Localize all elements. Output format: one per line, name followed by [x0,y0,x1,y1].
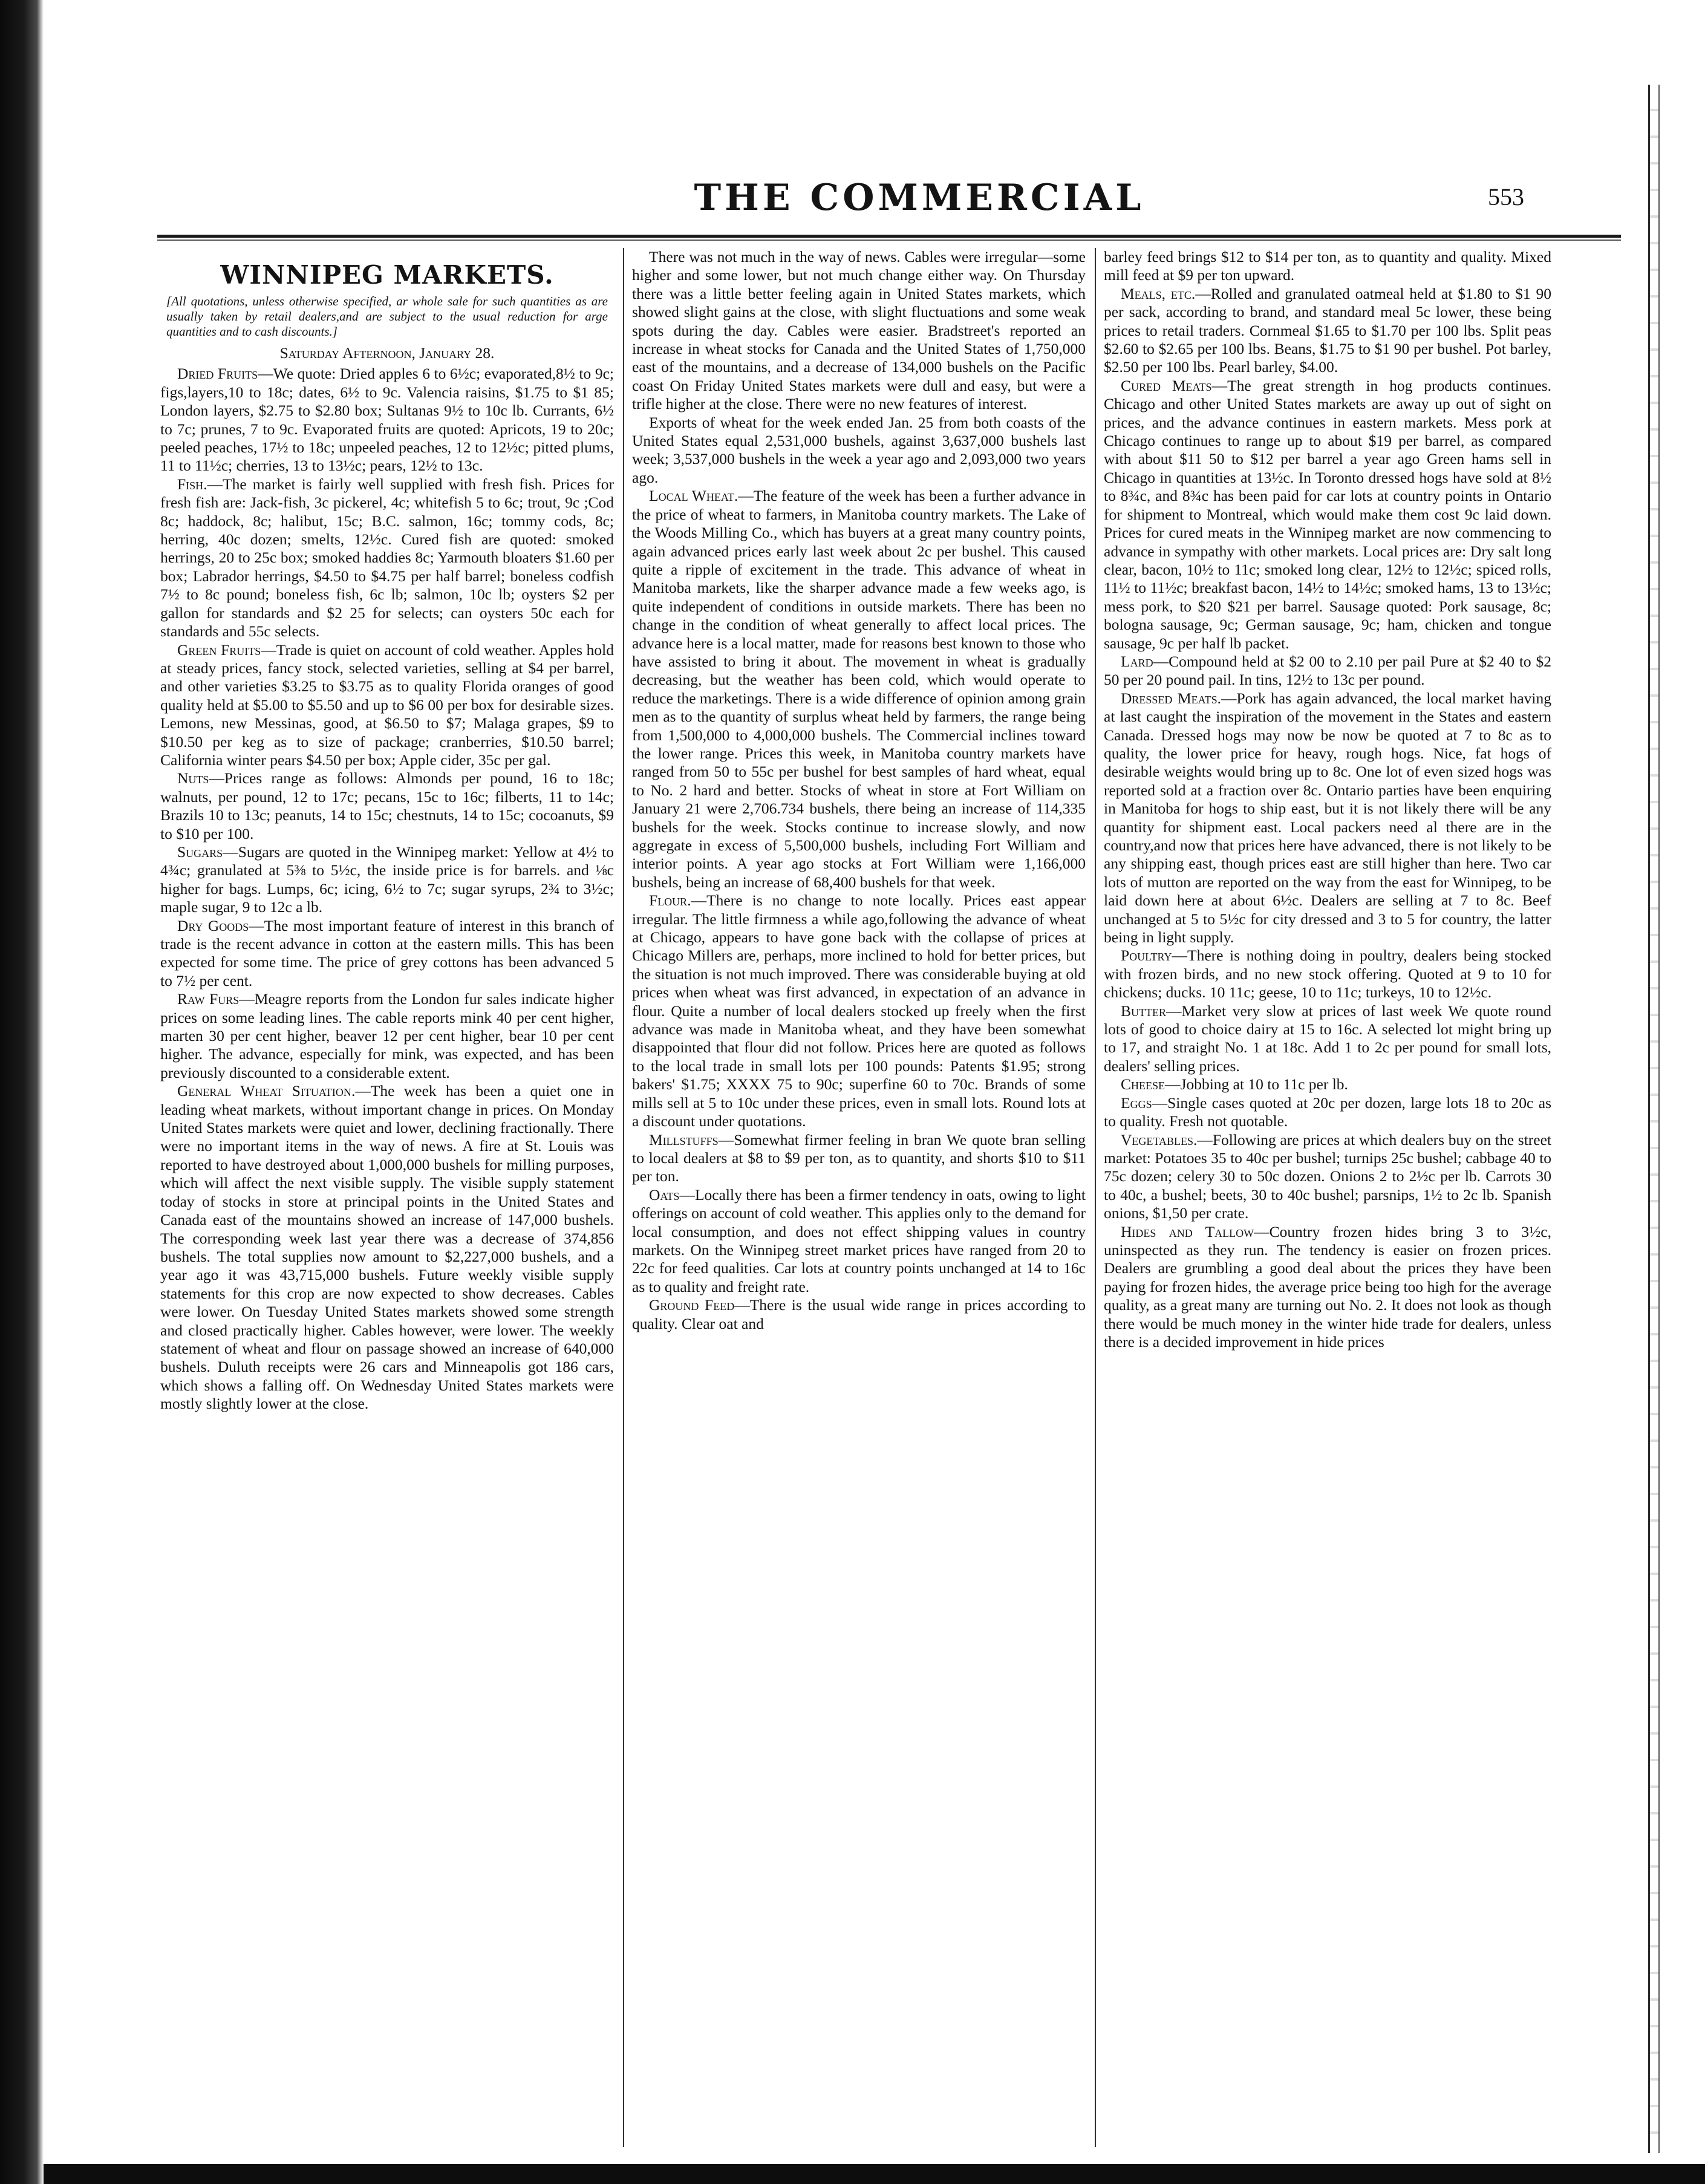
paragraph-text: —Rolled and granulated oatmeal held at $1.80 to $1 90 per sack, according to brand, and standard meal 5c lower, these being prices to retail traders. Cornmeal $1.65 to $1.70 per 100 lbs. Split peas $2.60 to $2.65 per 100 lbs. Beans, $1.75 to $1 90 per bushel. Pot barley, $2.50 per 100 lbs. Pearl barley, $4.00. [1104,284,1551,376]
section-heading: Dressed Meats [1121,689,1218,707]
paragraph-butter [1104,1002,1551,1076]
paragraph-text: .—The market is fairly well supplied with fresh fish. Prices for fresh fish are: Jack-fish, 3c pickerel, 4c; whitefish 5 to 6c; trout, 9c ;Cod 8c; haddock, 8c; halibut, 15c; B.C. salmon, 16c; tommy cods, 8c; herring, 40c dozen; smelts, 12½c. Cured fish are quoted: smoked herrings, 20 to 25c box; smoked haddies 8c; Yarmouth bloaters $1.60 per box; Labrador herrings, $4.50 to $4.75 per half barrel; boneless codfish 7½ to 8c pound; boneless fish, 6c lb; salmon, 10c lb; oysters $2 per gallon for standards and $2 25 for selects; can oysters 50c each for standards and 55c selects. [160,475,614,641]
section-heading: General Wheat Situation [177,1082,351,1100]
paragraph-text: —Jobbing at 10 to 11c per lb. [1165,1075,1348,1094]
paragraph-dressed-meats [1104,689,1551,947]
paragraph-text: There was not much in the way of news. Cables were irregular—some higher and some lower, but not much change either way. On Thursday there was a little better feeling again in United States markets, which showed slight gains at the close, with slight fluctuations and some weak spots during the day. Cables were easier. Bradstreet's reported an increase in wheat stocks for Canada and the United States of 1,750,000 east of the mountains, and a decrease of 134,000 bushels on the Pacific coast On Friday United States markets were dull and easy, but were a trifle higher at the close. There were no new features of interest. [632,248,1086,413]
paragraph-text: .—The week has been a quiet one in leading wheat markets, without important change in prices. On Monday United States markets were quiet and lower, declining fractionally. There were no important items in the way of news. A fire at St. Louis was reported to have destroyed about 1,000,000 bushels for milling purposes, which will affect the next visible supply. The visible supply statement today of stocks in store at principal points in the United States and Canada east of the mountains showed an increase of 147,000 bushels. The corresponding week last year there was a decrease of 374,856 bushels. The total supplies now amount to $2,227,000 bushels, and a year ago it was 43,715,000 bushels. Future weekly visible supply statements for this crop are now expected to show decreases. Cables were lower. On Tuesday United States markets showed some strength and closed practically higher. Cables however, were lower. The weekly statement of wheat and flour on passage showed an increase of 640,000 bushels. Duluth receipts were 26 cars and Minneapolis got 186 cars, which shows a falling off. On Wednesday United States markets were mostly slightly lower at the close. [160,1082,614,1413]
paragraph-text: —There is the usual wide range in prices according to quality. Clear oat and [632,1296,1086,1332]
section-heading: Dried Fruits [177,365,258,383]
paragraph-flour [632,892,1086,1130]
column-3 [1104,248,1551,2153]
paragraph-text: .—There is no change to note locally. Prices east appear irregular. The little firmness a while ago,following the advance of wheat at Chicago, appears to have gone back with the collapse of prices at Chicago Millers are, perhaps, more inclined to hold for better prices, but the situation is not much improved. There was considerable buying at old prices when wheat was first advanced, in expectation of an advance in flour. Quite a number of local dealers stocked up freely when the first advance was made in Manitoba wheat, and they have been somewhat disappointed that flour did not follow. Prices here are quoted as follows to the local trade in small lots per 100 pounds: Patents $1.95; strong bakers' $1.75; XXXX 75 to 90c; superfine 60 to 70c. Brands of some mills sell at 5 to 10c under these prices, even in small lots. Round lots at a discount under quotations. [632,892,1086,1130]
section-heading: Fish [177,475,204,493]
section-heading: Poultry [1121,947,1172,965]
paragraph-text: —The great strength in hog products continues. Chicago and other United States markets are away up out of sight on prices, and the advance continues in eastern markets. Mess pork at Chicago continues to range up to about $19 per barrel, as compared with about $11 50 to $12 per barrel a year ago Green hams sell in Chicago in quantities at 13½c. In Toronto dressed hogs have sold at 8½ to 8¾c, and 8¾c has been paid for car lots at country points in Ontario for shipment to Montreal, which would make them cost 9c laid down. Prices for cured meats in the Winnipeg market are now commencing to advance in sympathy with other markets. Local prices are: Dry salt long clear, bacon, 10½ to 11c; smoked long clear, 12½ to 12½c; spiced rolls, 11½ to 11½c; breakfast bacon, 14½ to 14½c; smoked hams, 13 to 13½c; mess pork, to $20 $21 per barrel. Sausage quoted: Pork sausage, 8c; bologna sausage, 9c; German sausage, 9c; ham, chicken and tongue sausage, 9c per half lb packet. [1104,376,1551,652]
paragraph-sugars [160,843,614,917]
paragraph-local-wheat [632,487,1086,892]
section-heading: Eggs [1121,1094,1152,1112]
header-rule [157,235,1621,238]
paragraph-text: —Locally there has been a firmer tendency in oats, owing to light offerings on account of cold weather. This applies only to the demand for local consumption, and does not effect shipping values in country markets. On the Winnipeg street market prices have ranged from 20 to 22c for feed qualities. Car lots at country points unchanged at 14 to 16c as to quality and freight rate. [632,1185,1086,1296]
paragraph-oats [632,1186,1086,1296]
paragraph-hides-tallow [1104,1223,1551,1352]
scan-binding-edge [0,0,44,2184]
paragraph-text: —Trade is quiet on account of cold weather. Apples hold at steady prices, fancy stock, selected varieties, selling at $4 per barrel, and other varieties $3.25 to $3.75 as to quality Florida oranges of good quality held at $5.00 to $5.50 and up to $6 00 per box for desirable sizes. Lemons, new Messinas, good, at $6.50 to $7; Malaga grapes, $9 to $10.50 per keg as to size of package; cranberries, $10.50 barrel; California winter pears $4.50 per box; Apple cider, 35c per gal. [160,641,614,769]
section-heading: Cheese [1121,1075,1165,1094]
scan-right-edge [1648,85,1660,2153]
paragraph-dried-fruits [160,365,614,475]
paragraph-text: —Somewhat firmer feeling in bran We quote bran selling to local dealers at $8 to $9 per ton, as to quantity, and shorts $10 to $11 per ton. [632,1130,1086,1185]
paragraph-text: —Single cases quoted at 20c per dozen, large lots 18 to 20c as to quality. Fresh not quotable. [1104,1094,1551,1130]
paragraph-lard [1104,653,1551,689]
paragraph-text: —We quote: Dried apples 6 to 6½c; evaporated,8½ to 9c; figs,layers,10 to 18c; dates, 6½ to 9c. Valencia raisins, $1.75 to $1 85; London layers, $2.75 to $2.80 box; Sultanas 9½ to 10c lb. Currants, 6½ to 7c; prunes, 7 to 9c. Evaporated fruits are quoted: Apricots, 19 to 20c; peeled peaches, 17½ to 18c; unpeeled peaches, 12 to 12½c; pitted plums, 11 to 11½c; cherries, 13 to 13½c; pears, 12½ to 13c. [160,365,614,475]
paragraph-meals [1104,285,1551,377]
paragraph-text: —Sugars are quoted in the Winnipeg market: Yellow at 4½ to 4¾c; granulated at 5⅜ to 5½c, the inside price is for barrels. and ⅛c higher for bags. Lumps, 6c; icing, 6½ to 7c; sugar syrups, 2¾ to 3½c; maple sugar, 9 to 12c a lb. [160,843,614,916]
section-heading: Millstuffs [649,1130,719,1149]
section-heading: Sugars [177,843,223,861]
paragraph-dry-goods [160,917,614,991]
section-heading: Ground Feed [649,1296,735,1314]
paragraph-fish [160,475,614,641]
paragraph-text: —Meagre reports from the London fur sales indicate higher prices on some leading lines. The cable reports mink 40 per cent higher, marten 30 per cent higher, beaver 12 per cent higher, bear 10 per cent higher. The advance, especially for mink, was expected, and has been previously discounted to a considerable extent. [160,990,614,1081]
paragraph-general-wheat [160,1082,614,1413]
page-number: 553 [1488,183,1524,210]
paragraph-text: .—The feature of the week has been a further advance in the price of wheat to farmers, in Manitoba country markets. The Lake of the Woods Milling Co., which has buyers at a great many country points, again advanced prices early last week about 2c per bushel. This caused quite a ripple of excitement in the trade. This advance of wheat in Manitoba markets, like the sharper advance made a few weeks ago, is quite independent of conditions in outside markets. There has been no change in the condition of wheat generally to affect local prices. The advance here is a local matter, made for reasons best known to those who have assisted to bring it about. The movement in wheat is gradually decreasing, but the weather has been cold, which would operate to reduce the marketings. There is a wide difference of opinion among grain men as to the quantity of surplus wheat held by farmers, the range being from 1,500,000 to 4,000,000 bushels. The Commercial inclines toward the lower range. Prices this week, in Manitoba country markets have ranged from 50 to 55c per bushel for best samples of hard wheat, equal to No. 2 hard and better. Stocks of wheat in store at Fort William on January 21 were 2,706.734 bushels, there being an increase of 114,335 bushels for the week. Stocks continue to increase slowly, and now aggregate in excess of 5,500,000 bushels, including Fort William and interior points. A year ago stocks at Fort William were 1,166,000 bushels, being an increase of 68,400 bushels for that week. [632,487,1086,891]
paragraph-poultry [1104,947,1551,1002]
paragraph-text: —There is nothing doing in poultry, dealers being stocked with frozen birds, and no new stock offering. Quoted at 9 to 10 for chickens; ducks. 10 11c; geese, 10 to 11c; turkeys, 10 to 12½c. [1104,947,1551,1002]
paragraph-ground-feed [632,1296,1086,1333]
paragraph-text: —Market very slow at prices of last week We quote round lots of good to choice dairy at 15 to 16c. A selected lot might bring up to 17, and straight No. 1 at 18c. Add 1 to 2c per pound for small lots, dealers' selling prices. [1104,1002,1551,1075]
column-2 [632,248,1086,2153]
paragraph-nuts [160,769,614,843]
section-heading: Green Fruits [177,641,261,659]
section-heading: Hides and Tallow [1121,1222,1254,1240]
paragraph-raw-furs [160,990,614,1082]
section-heading: Local Wheat [649,487,734,505]
column-1 [160,248,614,2153]
paragraph-text: —Country frozen hides bring 3 to 3½c, uninspected as they run. The tendency is easier on frozen prices. Dealers are grumbling a good deal about the prices they have been paying for frozen hides, the average price being too high for the average quality, as a great many are turning out No. 2. It does not look as though there would be much money in the winter hide trade for dealers, unless there is a decided improvement in hide prices [1104,1222,1551,1351]
column-divider [1095,248,1096,2147]
paragraph-millstuffs [632,1131,1086,1186]
section-heading: Flour [649,892,688,910]
paragraph-eggs [1104,1094,1551,1131]
header-rule-thin [157,240,1621,241]
paragraph-cured-meats [1104,377,1551,653]
paragraph-text: —Prices range as follows: Almonds per pound, 16 to 18c; walnuts, per pound, 12 to 17c; pecans, 15c to 16c; filberts, 11 to 14c; Brazils 10 to 13c; peanuts, 14 to 15c; chestnuts, 14 to 15c; cocoanuts, $9 to $10 per 100. [160,769,614,843]
article-headline: WINNIPEG MARKETS. [220,260,554,290]
quotation-note: [All quotations, unless otherwise specified, ar whole sale for such quantities as are usually taken by retail dealers,and are subject to the usual reduction for arge quantities and to cash discounts.] [166,294,608,339]
paragraph-text: —Compound held at $2 00 to 2.10 per pail Pure at $2 40 to $2 50 per 20 pound pail. In tins, 12½ to 13c per pound. [1104,652,1551,689]
column-divider [623,248,624,2147]
scan-bottom-edge [44,2164,1705,2184]
paragraph-green-fruits [160,641,614,770]
paragraph-wheat-exports [632,414,1086,487]
section-heading: Raw Furs [177,990,240,1008]
masthead [157,177,1609,225]
paragraph-text: .—Pork has again advanced, the local market having at last caught the inspiration of the movement in the States and eastern Canada. Dressed hogs may now be now be quoted at 7 to 8c as to quality, the lower price for heavy, rough hogs. Nice, fat hogs of desirable weights would bring up to 8c. One lot of even sized hogs was reported sold at a fraction over 8c. Ontario parties have been enquiring in Manitoba for hogs to ship east, but it is not likely there will be any quantity for shipment east. Local packers need al there are in the country,and now that prices here have advanced, there is not likely to be any shipping east, though prices east are still higher than here. Two car lots of mutton are reported on the way from the east for Winnipeg, to be laid down here at about 6½c. Dealers are selling at 7 to 8c. Beef unchanged at 5 to 5½c for city dressed and 3 to 5 for country, the latter being in light supply. [1104,689,1551,947]
paragraph-cheese [1104,1075,1551,1094]
section-heading: Cured Meats [1121,376,1212,394]
paragraph-feed-continued [1104,248,1551,285]
paragraph-text: .—Following are prices at which dealers buy on the street market: Potatoes 35 to 40c per bushel; turnips 25c bushel; cabbage 40 to 75c dozen; celery 30 to 50c dozen. Onions 2 to 2½c per lb. Carrots 30 to 40c, a bushel; beets, 30 to 40c bushel; parsnips, 1½ to 2c lb. Spanish onions, $1,50 per crate. [1104,1130,1551,1222]
section-heading: Nuts [177,769,209,787]
section-heading: Vegetables [1121,1130,1193,1149]
publication-title: THE COMMERCIAL [694,177,1145,219]
paragraph-text: —The most important feature of interest in this branch of trade is the recent advance in cotton at the eastern mills. This has been expected for some time. The price of grey cottons has been advanced 5 to 7½ per cent. [160,916,614,989]
section-heading: Meals, etc. [1121,284,1196,302]
paragraph-wheat-news [632,248,1086,414]
section-heading: Oats [649,1185,680,1204]
paragraph-text: barley feed brings $12 to $14 per ton, as to quantity and quality. Mixed mill feed at $9 per ton upward. [1104,248,1551,284]
section-heading: Dry Goods [177,916,249,934]
dateline: Saturday Afternoon, January 28. [279,344,495,362]
paragraph-vegetables [1104,1131,1551,1223]
section-heading: Butter [1121,1002,1166,1020]
paragraph-text: Exports of wheat for the week ended Jan. 25 from both coasts of the United States equal 2,531,000 bushels, against 3,637,000 bushels last week; 3,537,000 bushels in the week a year ago and 2,093,000 two years ago. [632,413,1086,486]
section-heading: Lard [1121,652,1153,670]
